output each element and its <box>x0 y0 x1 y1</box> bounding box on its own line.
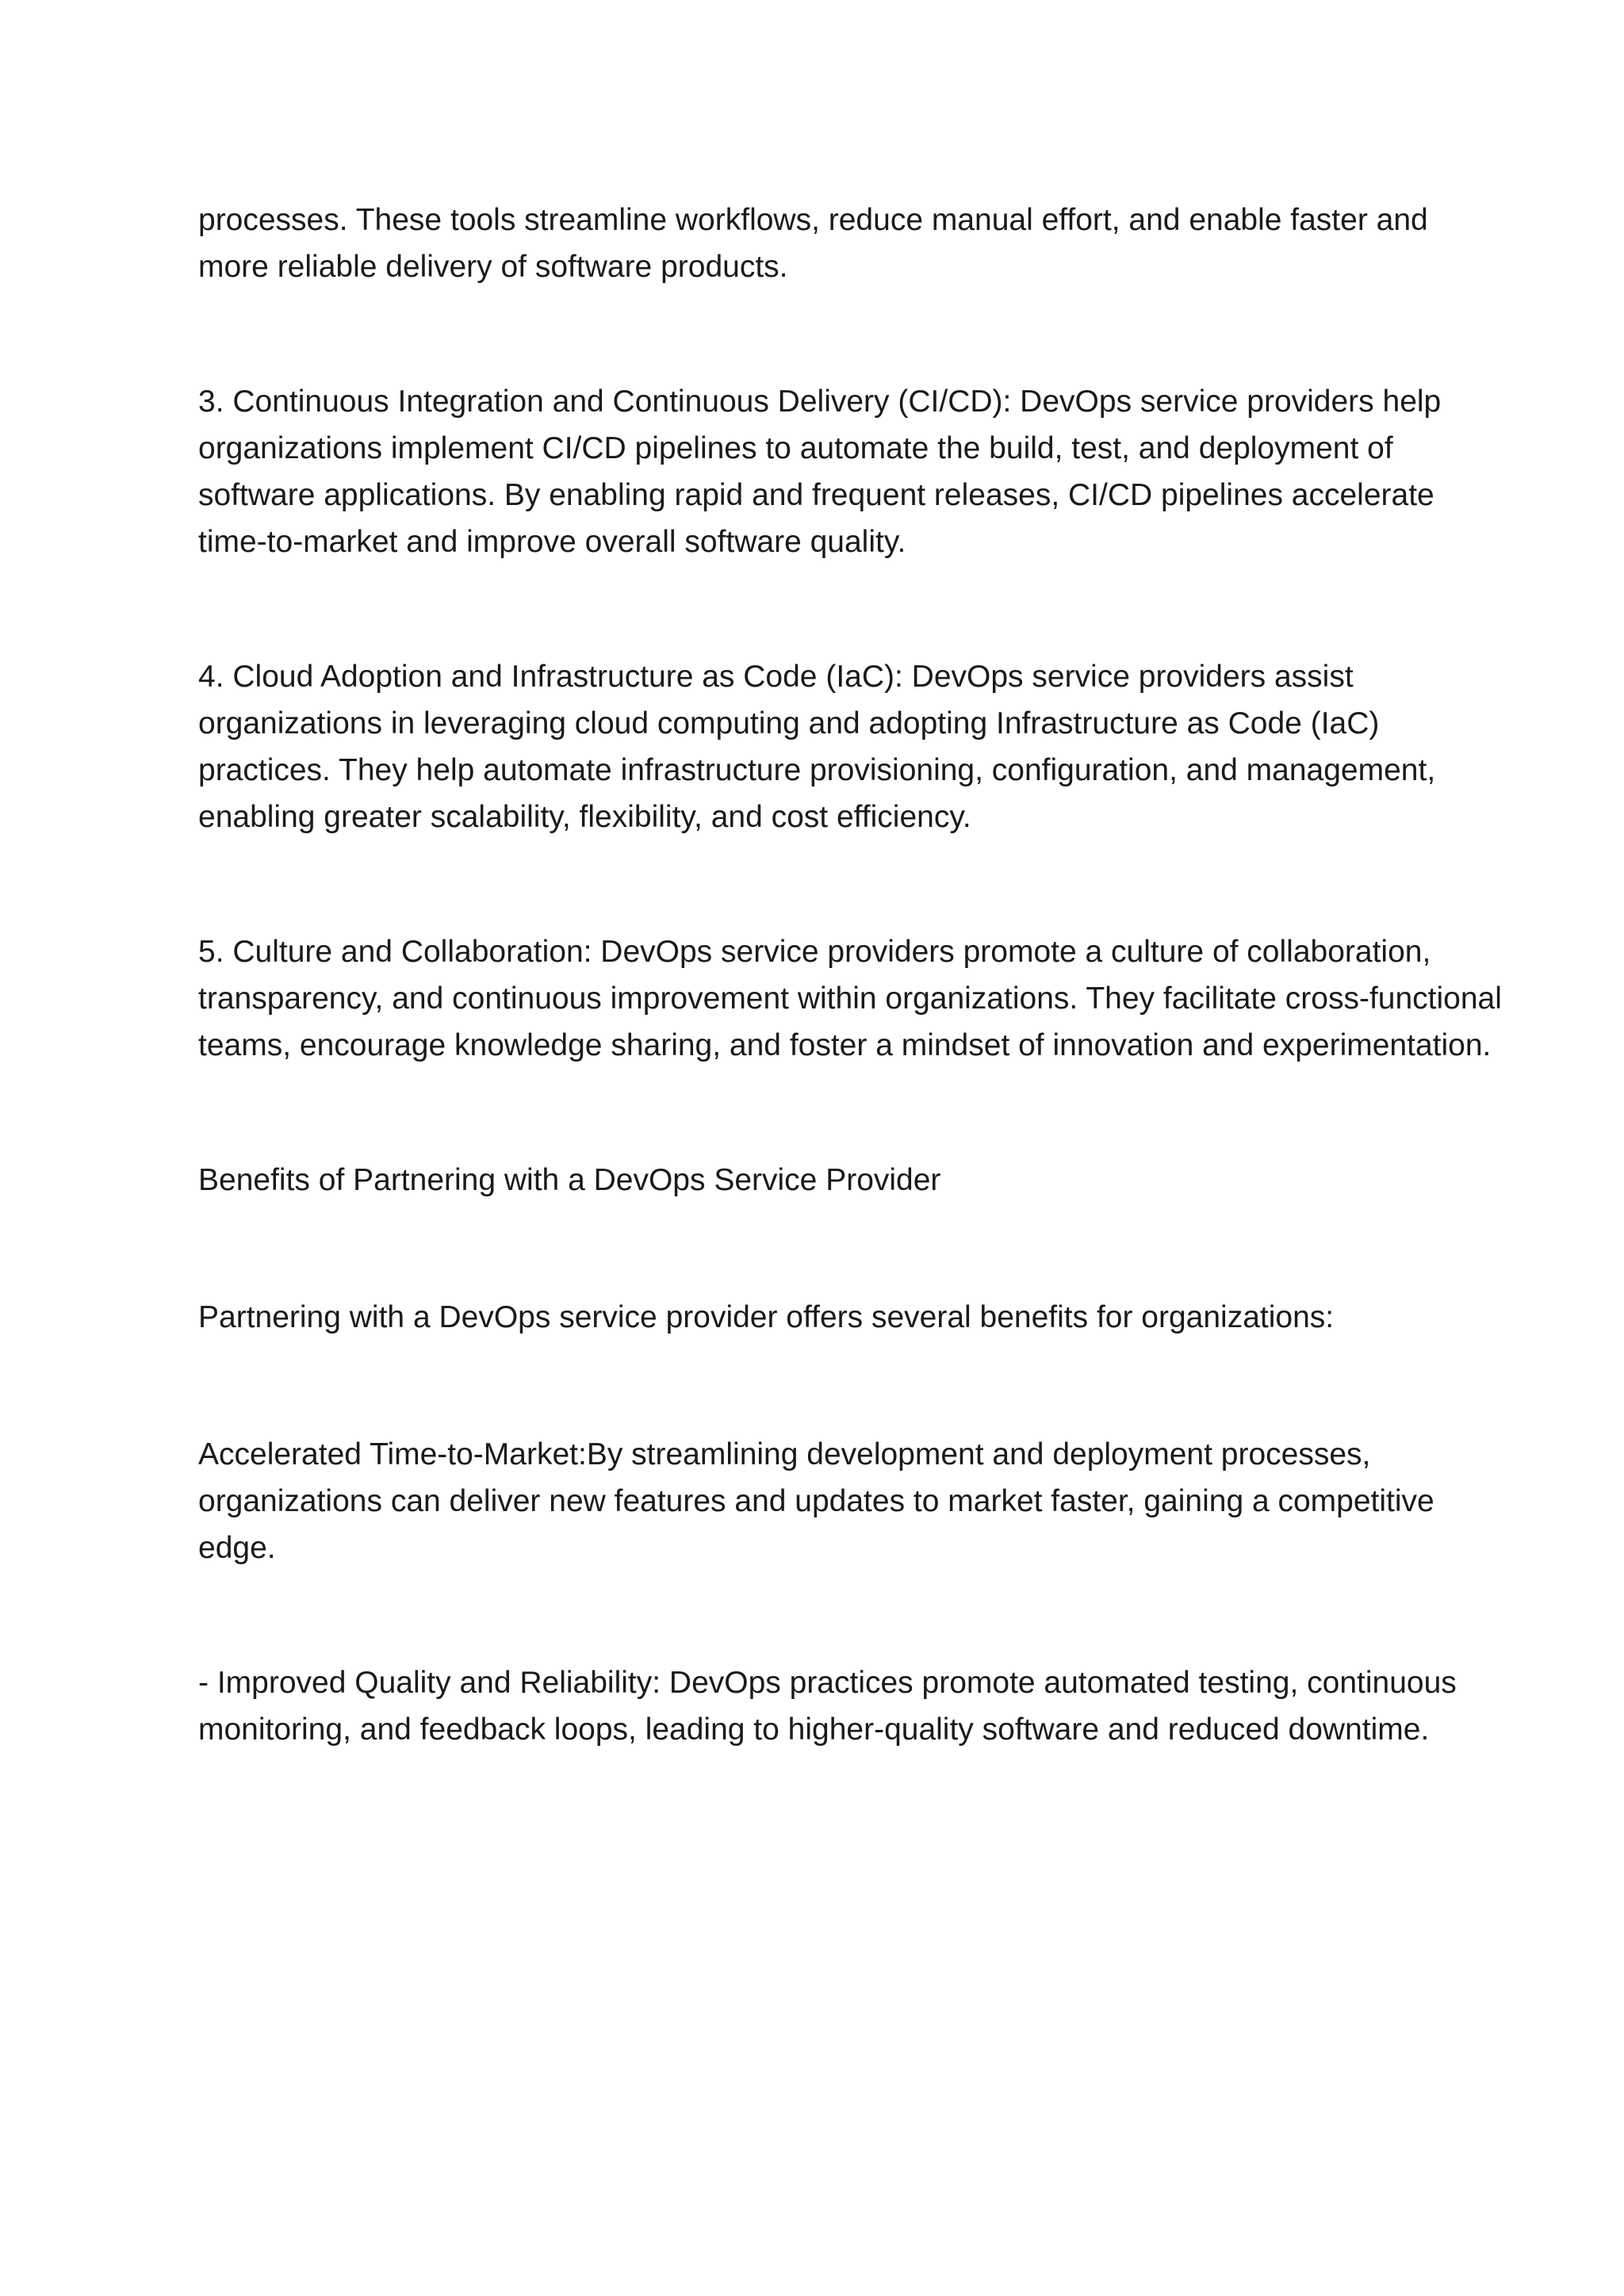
paragraph-intro: processes. These tools streamline workflows, reduce manual effort, and enable faster and more reliable delivery of software products. <box>198 203 1428 284</box>
paragraph-benefits-intro: Partnering with a DevOps service provider offers several benefits for organizations: <box>198 1300 1335 1334</box>
document-body <box>198 197 1507 1841</box>
paragraph-accelerated-time: Accelerated Time-to-Market:By streamlining development and deployment processes, organizations can deliver new features and updates to market faster, gaining a competitive edge. <box>198 1437 1434 1565</box>
paragraph-quality-reliability: - Improved Quality and Reliability: DevOps practices promote automated testing, continuous monitoring, and feedback loops, leading to higher-quality software and reduced downtime. <box>198 1666 1457 1747</box>
paragraph-culture: 5. Culture and Collaboration: DevOps service providers promote a culture of collaboration, transparency, and continuous improvement within organizations. They facilitate cross-functional teams, encourage knowledge sharing, and foster a mindset of innovation and experimentation. <box>198 935 1502 1062</box>
section-heading-benefits: Benefits of Partnering with a DevOps Service Provider <box>198 1163 941 1197</box>
paragraph-cicd: 3. Continuous Integration and Continuous Delivery (CI/CD): DevOps service providers help organizations implement CI/CD pipelines to automate the build, test, and deployment of software applications. By enabling rapid and frequent releases, CI/CD pipelines accelerate time-to-market and improve overall software quality. <box>198 385 1442 559</box>
paragraph-cloud-iac: 4. Cloud Adoption and Infrastructure as Code (IaC): DevOps service providers assist organizations in leveraging cloud computing and adopting Infrastructure as Code (IaC) practices. They help automate infrastructure provisioning, configuration, and management, enabling greater scalability, flexibility, and cost efficiency. <box>198 660 1436 834</box>
